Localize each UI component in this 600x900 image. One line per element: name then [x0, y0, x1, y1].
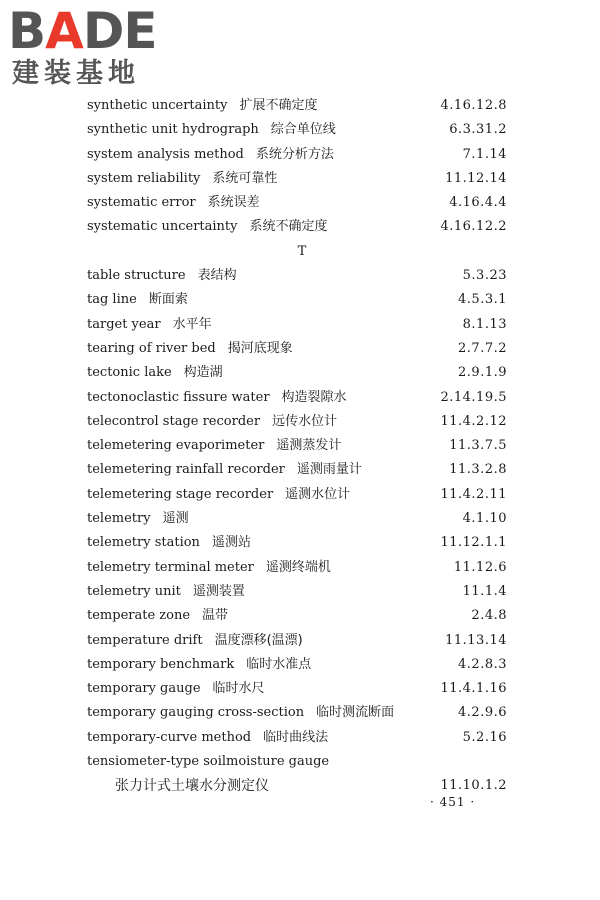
entry-section-number: 2.4.8: [471, 608, 507, 624]
glossary-entry: [87, 434, 507, 458]
entry-section-number: 11.4.2.11: [440, 486, 507, 502]
entry-english-term: system reliability: [87, 170, 201, 186]
entry-english-term: systematic uncertainty: [87, 219, 238, 235]
entry-section-number: 11.3.2.8: [449, 462, 507, 478]
entry-chinese-term: 远传水位计: [272, 413, 338, 429]
entry-section-number: 11.12.1.1: [440, 535, 507, 551]
entry-chinese-term: 表结构: [197, 268, 237, 284]
entry-chinese-term: 系统可靠性: [212, 170, 278, 186]
glossary-entry: [87, 483, 507, 507]
entry-english-term: tag line: [87, 292, 137, 308]
entry-section-number: 7.1.14: [462, 146, 507, 162]
entry-section-number: 2.9.1.9: [458, 365, 507, 381]
entry-section-number: 4.2.9.6: [458, 705, 507, 721]
entry-english-term: telemetry unit: [87, 583, 181, 599]
section-letter: T: [297, 243, 307, 259]
glossary-entries: [87, 94, 507, 799]
entry-section-number: 11.12.6: [453, 559, 507, 575]
entry-chinese-term: 构造裂隙水: [281, 389, 347, 405]
glossary-entry: [87, 629, 507, 653]
glossary-entry: [87, 580, 507, 604]
entry-english-term: synthetic uncertainty: [87, 98, 228, 113]
entry-chinese-term: 系统分析方法: [255, 146, 334, 162]
entry-chinese-term: 遥测装置: [192, 583, 245, 599]
entry-english-term: system analysis method: [87, 146, 244, 162]
entry-chinese-term: 遥测雨量计: [296, 462, 362, 478]
glossary-entry: [87, 143, 507, 167]
glossary-entry: [87, 215, 507, 239]
entry-chinese-term: 临时水准点: [246, 656, 312, 672]
glossary-entry: [87, 701, 507, 725]
entry-chinese-term: 张力计式土壤水分测定仪: [115, 778, 269, 795]
entry-section-number: 11.13.14: [445, 632, 507, 648]
entry-section-number: 6.3.31.2: [449, 122, 507, 138]
entry-section-number: 11.10.1.2: [440, 778, 507, 794]
entry-chinese-term: 构造湖: [183, 365, 223, 381]
glossary-entry: [87, 118, 507, 142]
glossary-entry: [87, 726, 507, 750]
glossary-entry: [87, 410, 507, 434]
entry-section-number: 11.1.4: [462, 583, 507, 599]
entry-chinese-term: 遥测: [162, 511, 189, 527]
entry-section-number: 4.1.10: [462, 511, 507, 527]
entry-english-term: telemetering stage recorder: [87, 486, 274, 502]
entry-section-number: 4.16.4.4: [449, 195, 507, 211]
entry-chinese-term: 临时曲线法: [263, 729, 329, 745]
entry-english-term: telemetry station: [87, 535, 200, 551]
entry-chinese-term: 临时测流断面: [316, 705, 395, 721]
logo-subtitle: 建装基地: [12, 58, 140, 89]
entry-chinese-term: 系统误差: [207, 195, 260, 211]
glossary-entry: [87, 191, 507, 215]
entry-section-number: 5.3.23: [462, 268, 507, 284]
entry-section-number: 11.12.14: [445, 170, 507, 186]
entry-english-term: tearing of river bed: [87, 340, 216, 356]
glossary-entry: [87, 337, 507, 361]
glossary-entry: [87, 556, 507, 580]
entry-section-number: 11.3.7.5: [449, 438, 507, 454]
entry-chinese-term: 遥测终端机: [265, 559, 331, 575]
entry-chinese-term: 揭河底现象: [227, 340, 293, 356]
glossary-entry: [87, 288, 507, 312]
entry-chinese-term: 遥测蒸发计: [276, 438, 342, 454]
entry-english-term: temporary-curve method: [87, 729, 252, 745]
entry-section-number: 4.16.12.2: [440, 219, 507, 235]
entry-section-number: 4.2.8.3: [458, 656, 507, 672]
entry-english-term: temperature drift: [87, 632, 203, 648]
entry-section-number: 2.14.19.5: [440, 389, 507, 405]
logo-wordmark: BADE: [8, 2, 157, 60]
glossary-entry: [87, 531, 507, 555]
entry-section-number: 11.4.2.12: [440, 413, 507, 429]
glossary-entry-term-line: [87, 750, 507, 774]
entry-english-term: temperate zone: [87, 608, 191, 624]
entry-chinese-term: 扩展不确定度: [239, 98, 318, 113]
entry-chinese-term: 断面索: [148, 292, 188, 308]
glossary-entry: [87, 167, 507, 191]
entry-english-term: tectonoclastic fissure water: [87, 389, 270, 405]
entries-group-t: [87, 264, 507, 750]
glossary-entry: [87, 604, 507, 628]
entry-english-term: target year: [87, 316, 161, 332]
entry-chinese-term: 综合单位线: [270, 122, 336, 138]
entry-chinese-term: 遥测水位计: [285, 486, 351, 502]
entry-english-term: telemetering rainfall recorder: [87, 462, 285, 478]
entry-chinese-term: 遥测站: [211, 535, 251, 551]
entry-english-term: telecontrol stage recorder: [87, 413, 261, 429]
glossary-entry: [87, 386, 507, 410]
entry-section-number: 11.4.1.16: [440, 681, 507, 697]
glossary-entry: [87, 264, 507, 288]
glossary-entry: [87, 94, 507, 118]
entry-section-number: 5.2.16: [462, 729, 507, 745]
page-number: · 451 ·: [430, 795, 476, 809]
entry-section-number: 2.7.7.2: [458, 340, 507, 356]
bade-logo: [8, 4, 178, 94]
glossary-entry: [87, 361, 507, 385]
entry-chinese-term: 温带: [202, 608, 229, 624]
glossary-entry: [87, 458, 507, 482]
entry-english-term: telemetering evaporimeter: [87, 438, 265, 454]
entry-english-term: tectonic lake: [87, 365, 172, 381]
entry-english-term: temporary benchmark: [87, 656, 235, 672]
entry-english-term: tensiometer-type soilmoisture gauge: [87, 754, 330, 770]
entry-chinese-term: 水平年: [172, 316, 212, 332]
entry-english-term: telemetry terminal meter: [87, 559, 254, 575]
glossary-entry: [87, 313, 507, 337]
entry-english-term: systematic error: [87, 195, 196, 211]
entry-section-number: 4.5.3.1: [458, 292, 507, 308]
entry-section-number: 8.1.13: [462, 316, 507, 332]
entry-section-number: 4.16.12.8: [440, 98, 507, 113]
glossary-entry: [87, 653, 507, 677]
entry-chinese-term: 临时水尺: [212, 681, 265, 697]
entry-chinese-term: 温度漂移(温漂): [214, 632, 303, 648]
entry-english-term: telemetry: [87, 511, 151, 527]
entry-chinese-term: 系统不确定度: [249, 219, 328, 235]
entry-english-term: synthetic unit hydrograph: [87, 122, 259, 138]
glossary-entry: [87, 677, 507, 701]
entries-group-s: [87, 94, 507, 240]
glossary-entry: [87, 507, 507, 531]
entry-english-term: temporary gauging cross-section: [87, 705, 305, 721]
entry-english-term: temporary gauge: [87, 681, 201, 697]
entry-english-term: table structure: [87, 268, 186, 284]
